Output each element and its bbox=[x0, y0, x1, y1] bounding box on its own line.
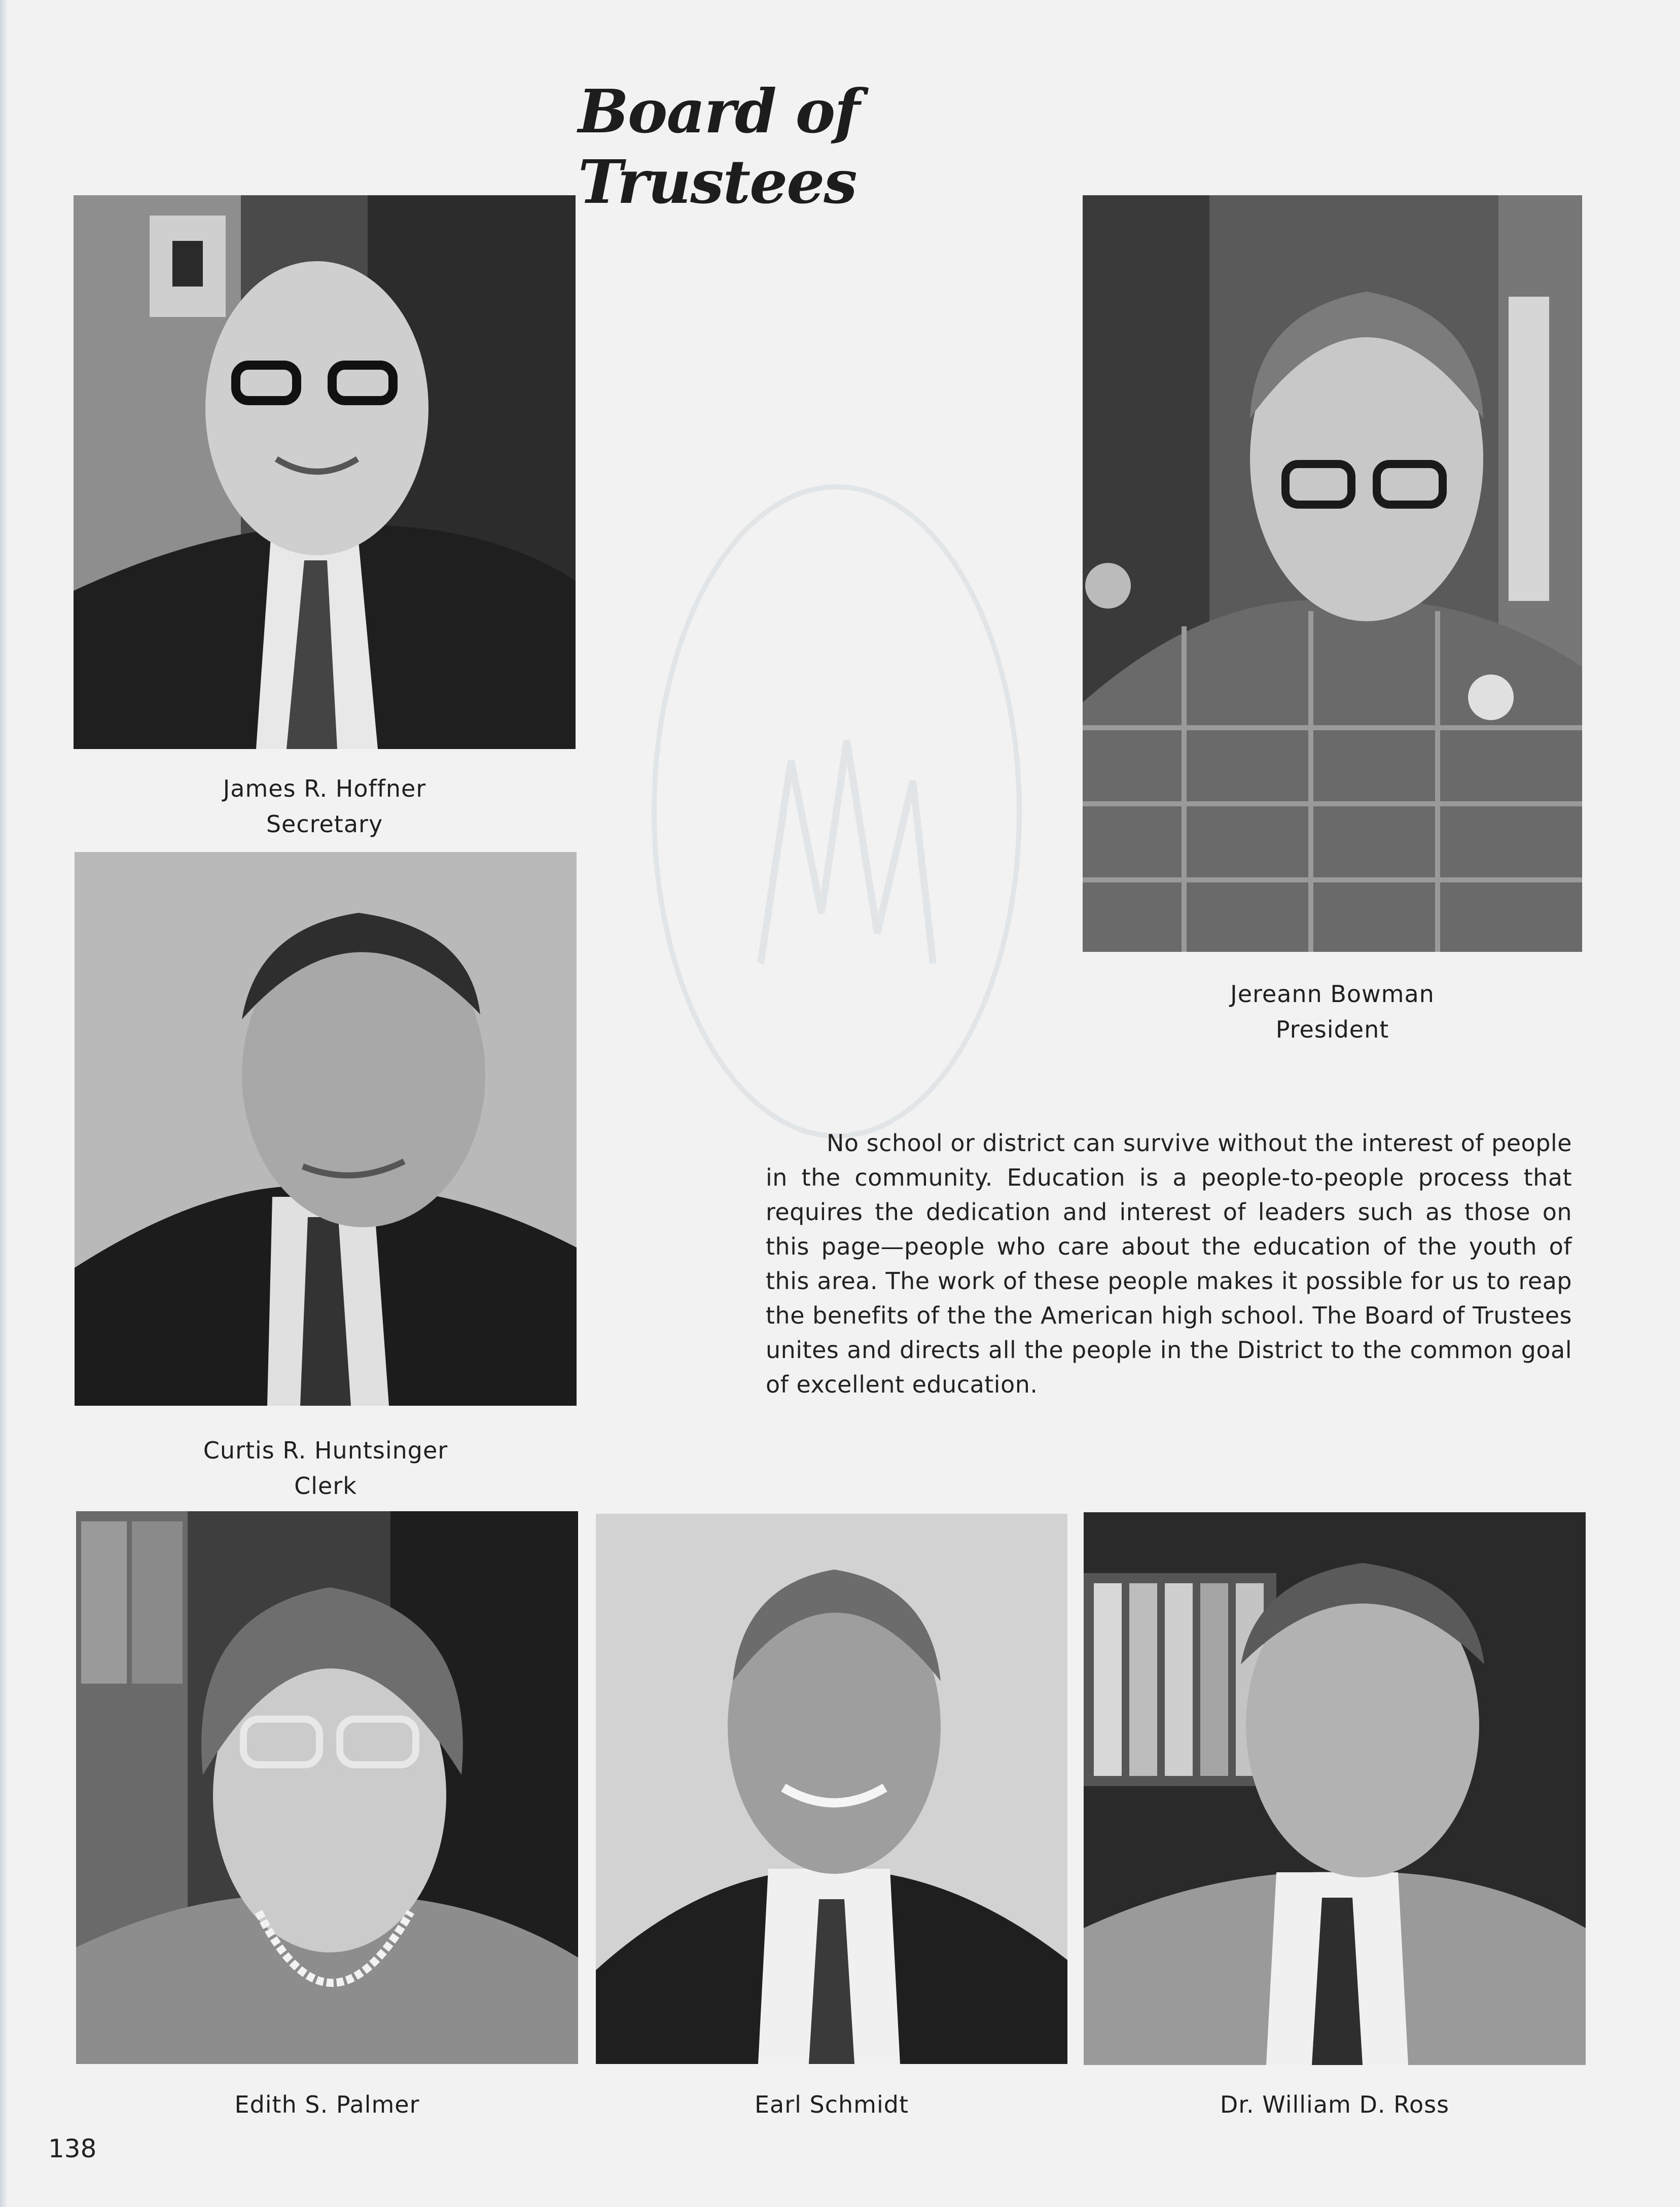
trustee-name: Earl Schmidt bbox=[754, 2091, 909, 2118]
trustee-name: Jereann Bowman bbox=[1230, 980, 1435, 1008]
photo-earl-schmidt bbox=[596, 1514, 1067, 2064]
trustee-name: Curtis R. Huntsinger bbox=[203, 1437, 448, 1464]
photo-jereann-bowman bbox=[1083, 195, 1582, 952]
photo-william-ross bbox=[1084, 1512, 1586, 2065]
trustee-name: Edith S. Palmer bbox=[234, 2091, 420, 2118]
photo-james-hoffner bbox=[74, 195, 576, 749]
caption-curtis-huntsinger bbox=[75, 1433, 577, 1504]
trustee-role: President bbox=[1275, 1016, 1389, 1043]
caption-william-ross bbox=[1084, 2087, 1586, 2122]
caption-edith-palmer bbox=[76, 2087, 578, 2122]
caption-jereann-bowman bbox=[1083, 976, 1582, 1047]
page-number: 138 bbox=[48, 2134, 97, 2163]
board-description: No school or district can survive without the interest of people in the community. Education is a people-to-people process that requires the dedication and interest of leaders such as those on this page—people who care about the education of the youth of this area. The work of these people makes it possible for us to reap the benefits of the the American high school. The Board of Trustees unites and directs all the people in the District to the common goal of excellent education. bbox=[766, 1129, 1572, 1398]
photo-edith-palmer bbox=[76, 1511, 578, 2064]
trustee-name: Dr. William D. Ross bbox=[1220, 2091, 1450, 2118]
trustee-role: Secretary bbox=[266, 810, 383, 838]
page-title: Board of Trustees bbox=[578, 76, 860, 217]
trustee-name: James R. Hoffner bbox=[223, 775, 426, 802]
caption-earl-schmidt bbox=[596, 2087, 1067, 2122]
trustee-role: Clerk bbox=[294, 1472, 357, 1500]
page-spine bbox=[0, 0, 7, 2207]
photo-curtis-huntsinger bbox=[75, 852, 577, 1406]
watermark-emblem bbox=[629, 456, 1045, 1166]
caption-james-hoffner bbox=[74, 771, 576, 842]
